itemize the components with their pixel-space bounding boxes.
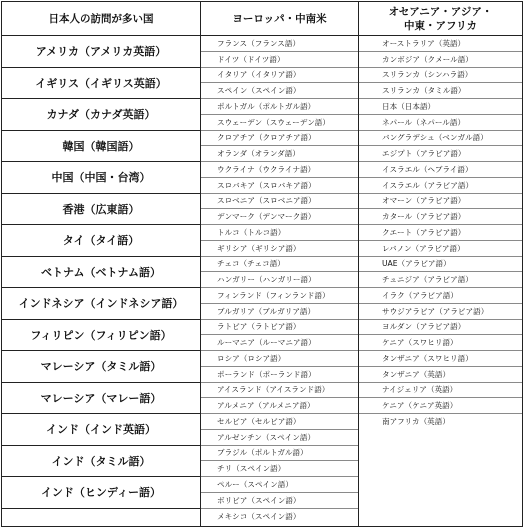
header-oceania-asia-me-africa (359, 2, 522, 36)
europe-latam-row: ペルー（スペイン語） (201, 477, 358, 493)
oceania-asia-row: ケニア（ケニア英語） (359, 398, 522, 414)
column-europe-latam (201, 2, 359, 526)
oceania-asia-row: エジプト（アラビア語） (359, 146, 522, 162)
europe-latam-row: デンマーク（デンマーク語） (201, 209, 358, 225)
europe-latam-row: ハンガリー（ハンガリー語） (201, 272, 358, 288)
europe-latam-list (201, 36, 358, 524)
visited-country-row: イギリス（イギリス英語） (2, 68, 200, 100)
europe-latam-row: ウクライナ（ウクライナ語） (201, 162, 358, 178)
visited-country-row: タイ（タイ語） (2, 225, 200, 257)
europe-latam-row: ドイツ（ドイツ語） (201, 52, 358, 68)
header-europe-latam-label: ヨーロッパ・中南米 (232, 12, 327, 25)
header-visited-countries (2, 2, 200, 36)
oceania-asia-row: イラク（アラビア語） (359, 288, 522, 304)
visited-country-row: 香港（広東語） (2, 194, 200, 226)
europe-latam-row: ブラジル（ポルトガル語） (201, 446, 358, 462)
oceania-asia-row: イスラエル（ヘブライ語） (359, 162, 522, 178)
europe-latam-row: アルゼンチン（スペイン語） (201, 430, 358, 446)
column-visited-countries (2, 2, 201, 526)
oceania-asia-row: 日本（日本語） (359, 99, 522, 115)
oceania-asia-me-africa-list (359, 36, 522, 430)
oceania-asia-row: タンザニア（英語） (359, 367, 522, 383)
oceania-asia-row: UAE（アラビア語） (359, 257, 522, 273)
oceania-asia-row: オーストラリア（英語） (359, 36, 522, 52)
visited-country-row: マレーシア（マレー語） (2, 383, 200, 415)
oceania-asia-row: チュニジア（アラビア語） (359, 272, 522, 288)
europe-latam-row: スウェーデン（スウェーデン語） (201, 115, 358, 131)
oceania-asia-row: カンボジア（クメール語） (359, 52, 522, 68)
visited-country-row: インド（ヒンディー語） (2, 477, 200, 509)
europe-latam-row: セルビア（セルビア語） (201, 414, 358, 430)
visited-country-row: ベトナム（ベトナム語） (2, 257, 200, 289)
visited-country-row: インドネシア（インドネシア語） (2, 288, 200, 320)
visited-country-row: インド（インド英語） (2, 414, 200, 446)
europe-latam-row: ルーマニア（ルーマニア語） (201, 335, 358, 351)
europe-latam-row: ポーランド（ポーランド語） (201, 367, 358, 383)
europe-latam-row: トルコ（トルコ語） (201, 225, 358, 241)
language-table (1, 1, 523, 527)
europe-latam-row: ブルガリア（ブルガリア語） (201, 304, 358, 320)
oceania-asia-row: オマーン（アラビア語） (359, 194, 522, 210)
visited-country-row: 韓国（韓国語） (2, 131, 200, 163)
oceania-asia-row: 南アフリカ（英語） (382, 417, 450, 427)
europe-latam-row: オランダ（オランダ語） (201, 146, 358, 162)
europe-latam-row: スロバキア（スロバキア語） (201, 178, 358, 194)
oceania-asia-row: ケニア（スワヒリ語） (359, 335, 522, 351)
oceania-asia-row: レバノン（アラビア語） (359, 241, 522, 257)
oceania-asia-row: ネパール（ネパール語） (359, 115, 522, 131)
visited-country-row: マレーシア（タミル語） (2, 351, 200, 383)
europe-latam-row: メキシコ（スペイン語） (217, 511, 301, 521)
europe-latam-row: スロベニア（スロベニア語） (201, 194, 358, 210)
oceania-asia-row: イスラエル（アラビア語） (359, 178, 522, 194)
visited-country-row: インド（タミル語） (2, 446, 200, 478)
visited-country-row: フィリピン（フィリピン語） (2, 320, 200, 352)
oceania-asia-row: クエート（アラビア語） (359, 225, 522, 241)
europe-latam-row: ギリシア（ギリシア語） (201, 241, 358, 257)
oceania-asia-row: タンザニア（スワヒリ語） (359, 351, 522, 367)
europe-latam-row: フランス（フランス語） (201, 36, 358, 52)
europe-latam-row: イタリア（イタリア語） (201, 68, 358, 84)
europe-latam-row: チリ（スペイン語） (201, 461, 358, 477)
oceania-asia-row: スリランカ（シンハラ語） (359, 68, 522, 84)
oceania-asia-row: サウジアラビア（アラビア語） (359, 304, 522, 320)
oceania-asia-row: バングラデシュ（ベンガル語） (359, 131, 522, 147)
oceania-asia-row: スリランカ（タミル語） (359, 83, 522, 99)
visited-country-row: アメリカ（アメリカ英語） (2, 36, 200, 68)
europe-latam-row: クロアチア（クロアチア語） (201, 131, 358, 147)
europe-latam-row: アルメニア（アルメニア語） (201, 398, 358, 414)
visited-countries-list (2, 36, 200, 509)
header-visited-countries-label: 日本人の訪問が多い国 (48, 12, 154, 25)
visited-country-row: 中国（中国・台湾） (2, 162, 200, 194)
europe-latam-row: ボリビア（スペイン語） (201, 493, 358, 509)
europe-latam-row: フィンランド（フィンランド語） (201, 288, 358, 304)
oceania-asia-row: ナイジェリア（英語） (359, 383, 522, 399)
europe-latam-row: スペイン（スペイン語） (201, 83, 358, 99)
header-oceania-line2: 中東・アフリカ (404, 19, 477, 32)
europe-latam-row: チェコ（チェコ語） (201, 257, 358, 273)
europe-latam-row: アイスランド（アイスランド語） (201, 383, 358, 399)
oceania-asia-row: ヨルダン（アラビア語） (359, 320, 522, 336)
header-europe-latam (201, 2, 358, 36)
column-oceania-asia-me-africa (359, 2, 522, 526)
europe-latam-row: ポルトガル（ポルトガル語） (201, 99, 358, 115)
visited-country-row: カナダ（カナダ英語） (2, 99, 200, 131)
europe-latam-row: ロシア（ロシア語） (201, 351, 358, 367)
header-oceania-line1: オセアニア・アジア・ (388, 5, 493, 18)
oceania-asia-row: カタール（アラビア語） (359, 209, 522, 225)
europe-latam-row: ラトビア（ラトビア語） (201, 320, 358, 336)
